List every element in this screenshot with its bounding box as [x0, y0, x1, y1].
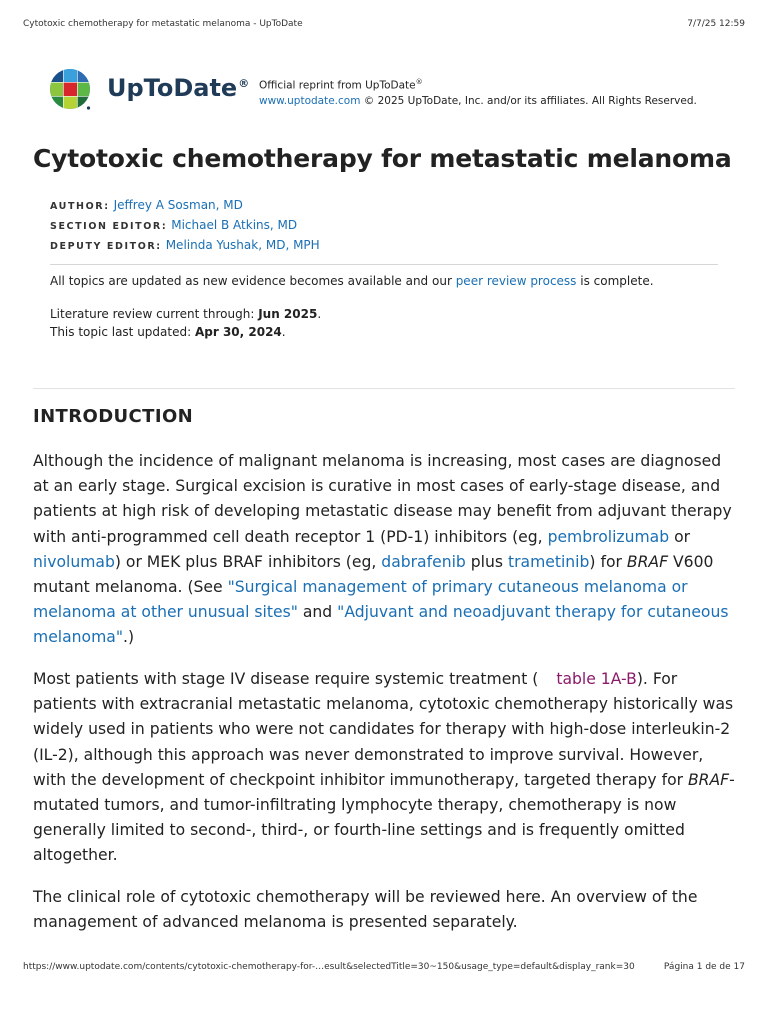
pembrolizumab-link[interactable]: pembrolizumab	[547, 527, 670, 546]
author-link[interactable]: Jeffrey A Sosman, MD	[113, 198, 243, 212]
intro-paragraph-3: The clinical role of cytotoxic chemotherapy will be reviewed here. An overview of the management of advanced melanoma is presented separately.	[33, 888, 698, 932]
credits	[50, 196, 320, 256]
deputy-editor-line: DEPUTY EDITOR: Melinda Yushak, MD, MPH	[50, 238, 320, 252]
section-editor-link[interactable]: Michael B Atkins, MD	[171, 218, 298, 232]
section-heading: INTRODUCTION	[33, 406, 194, 427]
trametinib-link[interactable]: trametinib	[507, 552, 590, 571]
intro-paragraph-1: Although the incidence of malignant melanoma is increasing, most cases are diagnosed at an early stage. Surgical excision is curative in most cases of early-stage disease, and patients at high risk of developing metastatic disease may benefit from adjuvant therapy with anti-programmed cell death receptor 1 (PD-1) inhibitors (eg, pembrolizumab or nivolumab) or MEK plus BRAF inhibitors (eg, dabrafenib plus trametinib) for BRAF V600 mutant melanoma. (See "Surgical management of primary cutaneous melanoma or melanoma at other unusual sites" and "Adjuvant and neoadjuvant therapy for cutaneous melanoma".)	[33, 452, 732, 647]
surgical-management-link[interactable]: "Surgical management of primary cutaneous melanoma or melanoma at other unusual sites"	[33, 578, 688, 622]
print-footer	[23, 962, 745, 972]
literature-info	[50, 305, 321, 341]
reprint-notice: Official reprint from UpToDate® www.uptodate.com © 2025 UpToDate, Inc. and/or its affiliates. All Rights Reserved.	[259, 78, 697, 107]
uptodate-logo-icon	[49, 68, 93, 112]
literature-review-line: Literature review current through: Jun 2025.	[50, 307, 322, 321]
brand[interactable]	[49, 68, 249, 112]
peer-review-link[interactable]: peer review process	[455, 274, 577, 288]
brand-name: UpToDate®	[107, 74, 250, 102]
print-header-datetime: 7/7/25 12:59	[687, 19, 745, 29]
deputy-editor-link[interactable]: Melinda Yushak, MD, MPH	[165, 238, 320, 252]
update-notice: All topics are updated as new evidence becomes available and our peer review process is complete.	[50, 274, 654, 288]
dabrafenib-link[interactable]: dabrafenib	[381, 552, 466, 571]
print-header	[23, 19, 745, 29]
author-line: AUTHOR: Jeffrey A Sosman, MD	[50, 198, 243, 212]
uptodate-url-link[interactable]: www.uptodate.com	[259, 94, 361, 107]
section-divider	[33, 388, 735, 389]
last-updated-line: This topic last updated: Apr 30, 2024.	[50, 325, 286, 339]
page-title: Cytotoxic chemotherapy for metastatic melanoma	[33, 144, 732, 173]
table-1a-b-link[interactable]: table 1A-B	[556, 670, 637, 688]
divider	[50, 264, 718, 265]
nivolumab-link[interactable]: nivolumab	[33, 552, 115, 571]
print-footer-url: https://www.uptodate.com/contents/cytotoxic-chemotherapy-for-…esult&selectedTitle=30~150&usage_type=default&display_rank=30	[23, 962, 635, 972]
adjuvant-therapy-link[interactable]: "Adjuvant and neoadjuvant therapy for cutaneous melanoma"	[33, 603, 729, 647]
section-editor-line: SECTION EDITOR: Michael B Atkins, MD	[50, 218, 298, 232]
print-header-title: Cytotoxic chemotherapy for metastatic melanoma - UpToDate	[23, 19, 303, 29]
intro-paragraph-2: Most patients with stage IV disease require systemic treatment ( table 1A-B). For patients with extracranial metastatic melanoma, cytotoxic chemotherapy historically was widely used in patients who were not candidates for therapy with high-dose interleukin-2 (IL-2), although this approach was never demonstrated to improve survival. However, with the development of checkpoint inhibitor immunotherapy, targeted therapy for BRAF-mutated tumors, and tumor-infiltrating lymphocyte therapy, chemotherapy is now generally limited to second-, third-, or fourth-line settings and is frequently omitted altogether.	[33, 670, 735, 865]
print-footer-page: Página 1 de de 17	[663, 962, 745, 972]
